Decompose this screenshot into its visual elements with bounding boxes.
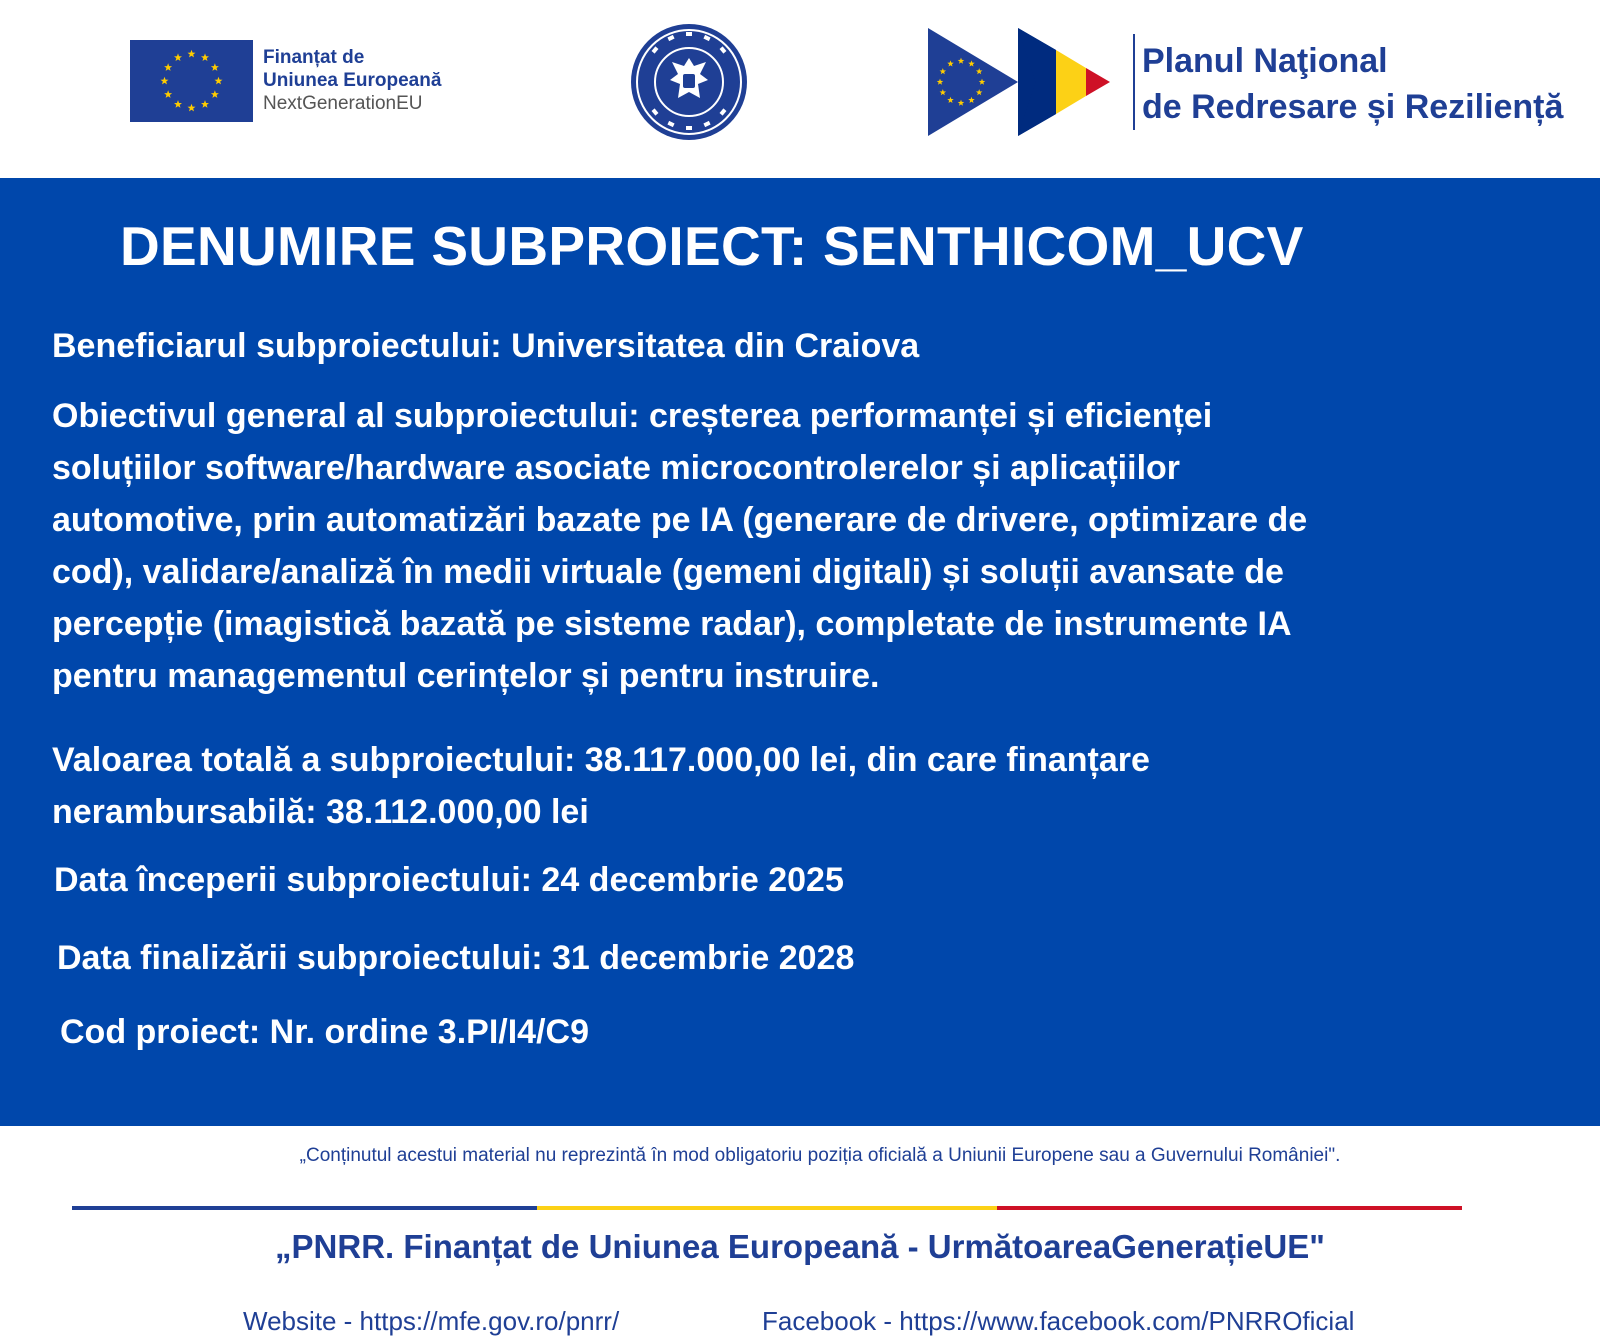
objective-line: percepție (imagistică bazată pe sisteme radar), completate de instrumente IA [52, 605, 1292, 643]
objective-line: automotive, prin automatizări bazate pe IA (generare de drivere, optimizare de [52, 501, 1308, 539]
eu-star [174, 100, 182, 108]
objective-line: soluțiilor software/hardware asociate microcontrolerelor și aplicațiilor [52, 449, 1181, 487]
objective-line: cod), validare/analiză în medii virtuale (gemeni digitali) și soluții avansate de [52, 553, 1284, 591]
header [0, 0, 1600, 178]
total-value-text [52, 734, 1150, 838]
objective-line: Obiectivul general al subproiectului: creșterea performanței și eficienței [52, 397, 1213, 435]
divider-red-segment [997, 1206, 1462, 1210]
eu-funding-label [263, 46, 441, 115]
eu-text-line2: Uniunea Europeană [263, 70, 442, 91]
start-date-text: Data începerii subproiectului: 24 decembrie 2025 [54, 861, 844, 899]
end-date-text: Data finalizării subproiectului: 31 decembrie 2028 [57, 939, 855, 977]
objective-line: pentru managementul cerințelor și pentru instruire. [52, 657, 880, 695]
eu-star [164, 90, 172, 98]
eu-star [188, 104, 196, 112]
subproject-title: DENUMIRE SUBPROIECT: SENTHICOM_UCV [120, 215, 1304, 277]
pnrr-title [1142, 38, 1563, 130]
eu-star [174, 53, 182, 61]
eu-text-line3: NextGenerationEU [263, 93, 423, 114]
eu-flag-icon [130, 40, 253, 122]
eu-star [201, 53, 209, 61]
website-link[interactable]: Website - https://mfe.gov.ro/pnrr/ [243, 1306, 620, 1336]
divider-yellow-segment [537, 1206, 997, 1210]
eu-star [211, 63, 219, 71]
objective-text [52, 390, 1307, 702]
pnrr-slogan: „PNRR. Finanțat de Uniunea Europeană - UrmătoareaGenerațieUE" [275, 1228, 1325, 1265]
eu-star [215, 77, 223, 85]
tricolor-divider [72, 1206, 1462, 1210]
eu-star [201, 100, 209, 108]
eu-star [161, 77, 169, 85]
pnrr-title-line1: Planul Naţional [1142, 42, 1388, 80]
divider-blue-segment [72, 1206, 537, 1210]
pnrr-title-line2: de Redresare și Reziliență [1142, 88, 1564, 126]
eu-star [188, 50, 196, 58]
beneficiary-text: Beneficiarul subproiectului: Universitatea din Craiova [52, 327, 920, 365]
value-line: nerambursabilă: 38.112.000,00 lei [52, 793, 589, 831]
project-info-panel [0, 178, 1600, 1126]
disclaimer-text: „Conținutul acestui material nu reprezintă în mod obligatoriu poziția oficială a Uniunii Europene sau a Guvernului României". [299, 1145, 1341, 1166]
eu-star [211, 90, 219, 98]
facebook-link[interactable]: Facebook - https://www.facebook.com/PNRROficial [762, 1306, 1355, 1336]
eu-text-line1: Finanțat de [263, 47, 365, 68]
pnrr-arrows-logo-icon [928, 28, 1126, 136]
guvernul-romaniei-seal-icon [628, 22, 750, 142]
pnrr-divider [1133, 34, 1135, 130]
eu-star [164, 63, 172, 71]
value-line: Valoarea totală a subproiectului: 38.117.000,00 lei, din care finanțare [52, 741, 1150, 779]
project-code-text: Cod proiect: Nr. ordine 3.PI/I4/C9 [60, 1013, 589, 1051]
